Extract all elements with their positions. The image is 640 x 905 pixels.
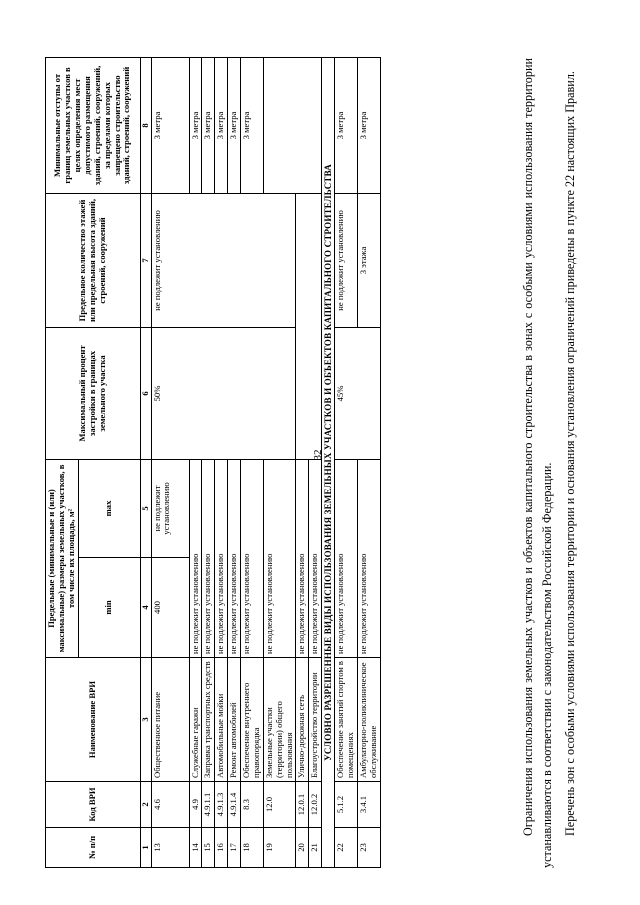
row-size: не подлежит установлению (309, 459, 322, 657)
table-row (241, 57, 264, 867)
table-row (335, 57, 358, 867)
row-size: не подлежит установлению (241, 459, 264, 657)
row-num: 16 (215, 828, 228, 868)
page-number: 32 (312, 449, 324, 461)
row-name: Служебные гаражи (189, 658, 202, 782)
row-setback: 3 метра (202, 57, 215, 193)
row-floors: 3 этажа (358, 193, 381, 327)
header-row (46, 57, 79, 867)
col-number: 2 (140, 782, 151, 828)
row-code: 4.9.1.4 (228, 782, 241, 828)
table-row (189, 57, 202, 867)
header-min: min (78, 558, 140, 658)
header-name: Наименование ВРИ (46, 658, 141, 782)
row-num: 21 (309, 828, 322, 868)
rotated-page (45, 38, 605, 868)
table-row (202, 57, 215, 867)
row-num: 20 (296, 828, 309, 868)
row-name: Земельные участки (территории) общего пользования (263, 658, 296, 782)
table-row (263, 57, 296, 867)
header-size-group: Предельные (минимальные и (или) максимальные) размеры земельных участков, в том числе их площадь, м² (46, 459, 79, 657)
row-num: 23 (358, 828, 381, 868)
zoning-table (45, 57, 381, 868)
row-name: Ремонт автомобилей (228, 658, 241, 782)
row-name: Общественное питание (151, 658, 189, 782)
row-name: Заправка транспортных средств (202, 658, 215, 782)
row-blank (296, 193, 322, 459)
row-name: Благоустройство территории (309, 658, 322, 782)
row-code: 8.3 (241, 782, 264, 828)
section-title: УСЛОВНО РАЗРЕШЕННЫЕ ВИДЫ ИСПОЛЬЗОВАНИЯ ЗЕМЕЛЬНЫХ УЧАСТКОВ И ОБЪЕКТОВ КАПИТАЛЬНОГО СТРОИТЕЛЬСТВА (322, 57, 335, 867)
header-setback: Минимальные отступы от границ земельных участков в целях определения мест допустимого размещения зданий, строений, сооружений, за пределами которых запрещено строительство зданий, строений, сооружений (46, 57, 141, 193)
row-setback: 3 метра (335, 57, 358, 193)
paragraph-restrictions: Ограничения использования земельных участков и объектов капитального строительства в зонах с особыми условиями использования территории устанавливаются в соответствии с законодательством Российской Федерации. (521, 58, 555, 868)
row-floors: не подлежит установлению (151, 193, 296, 327)
row-code: 3.4.1 (358, 782, 381, 828)
col-number: 8 (140, 57, 151, 193)
row-setback (263, 57, 321, 193)
row-name: Автомобильные мойки (215, 658, 228, 782)
section-row (322, 57, 335, 867)
col-number: 5 (140, 459, 151, 557)
row-size: не подлежит установлению (263, 459, 296, 657)
row-name: Обеспечение занятий спортом в помещениях (335, 658, 358, 782)
row-code: 12.0 (263, 782, 296, 828)
row-max: не подлежит установлению (151, 459, 189, 557)
row-floors: не подлежит установлению (335, 193, 358, 327)
row-num: 18 (241, 828, 264, 868)
row-size: не подлежит установлению (335, 459, 358, 657)
row-name: Обеспечение внутреннего правопорядка (241, 658, 264, 782)
row-num: 22 (335, 828, 358, 868)
row-code: 12.0.1 (296, 782, 309, 828)
row-num: 17 (228, 828, 241, 868)
header-num: № п/п (46, 828, 141, 868)
col-number: 7 (140, 193, 151, 327)
row-code: 4.9.1.1 (202, 782, 215, 828)
table-row (215, 57, 228, 867)
row-min: 400 (151, 558, 189, 658)
row-size: не подлежит установлению (215, 459, 228, 657)
row-setback: 3 метра (241, 57, 264, 193)
table-row (358, 57, 381, 867)
row-num: 19 (263, 828, 296, 868)
row-setback: 3 метра (189, 57, 202, 193)
row-code: 5.1.2 (335, 782, 358, 828)
column-number-row (140, 57, 151, 867)
col-number: 3 (140, 658, 151, 782)
row-size: не подлежит установлению (202, 459, 215, 657)
row-size: не подлежит установлению (358, 459, 381, 657)
row-size: не подлежит установлению (296, 459, 309, 657)
col-number: 6 (140, 327, 151, 459)
header-percent: Максимальный процент застройки в границах земельного участка (46, 327, 141, 459)
row-name: Улично-дорожная сеть (296, 658, 309, 782)
row-code: 4.9 (189, 782, 202, 828)
table-row (151, 57, 189, 867)
row-name: Амбулаторно-поликлиническое обслуживание (358, 658, 381, 782)
row-percent: 50% (151, 327, 296, 459)
row-percent: 45% (335, 327, 381, 459)
row-num: 15 (202, 828, 215, 868)
table-row (228, 57, 241, 867)
paragraph-zone-list: Перечень зон с особыми условиями использования территории и основания установления ограничений приведены в пункте 22 настоящих Правил. (563, 71, 578, 836)
row-setback: 3 метра (358, 57, 381, 193)
header-max: max (78, 459, 140, 557)
row-num: 13 (151, 828, 189, 868)
row-setback: 3 метра (228, 57, 241, 193)
row-code: 4.6 (151, 782, 189, 828)
row-size: не подлежит установлению (189, 459, 202, 657)
col-number: 1 (140, 828, 151, 868)
row-setback: 3 метра (151, 57, 189, 193)
header-floors: Предельное количество этажей или предельная высота зданий, строений, сооружений (46, 193, 141, 327)
row-code: 4.9.1.3 (215, 782, 228, 828)
row-num: 14 (189, 828, 202, 868)
row-setback: 3 метра (215, 57, 228, 193)
header-code: Код ВРИ (46, 782, 141, 828)
col-number: 4 (140, 558, 151, 658)
row-code: 12.0.2 (309, 782, 322, 828)
row-size: не подлежит установлению (228, 459, 241, 657)
